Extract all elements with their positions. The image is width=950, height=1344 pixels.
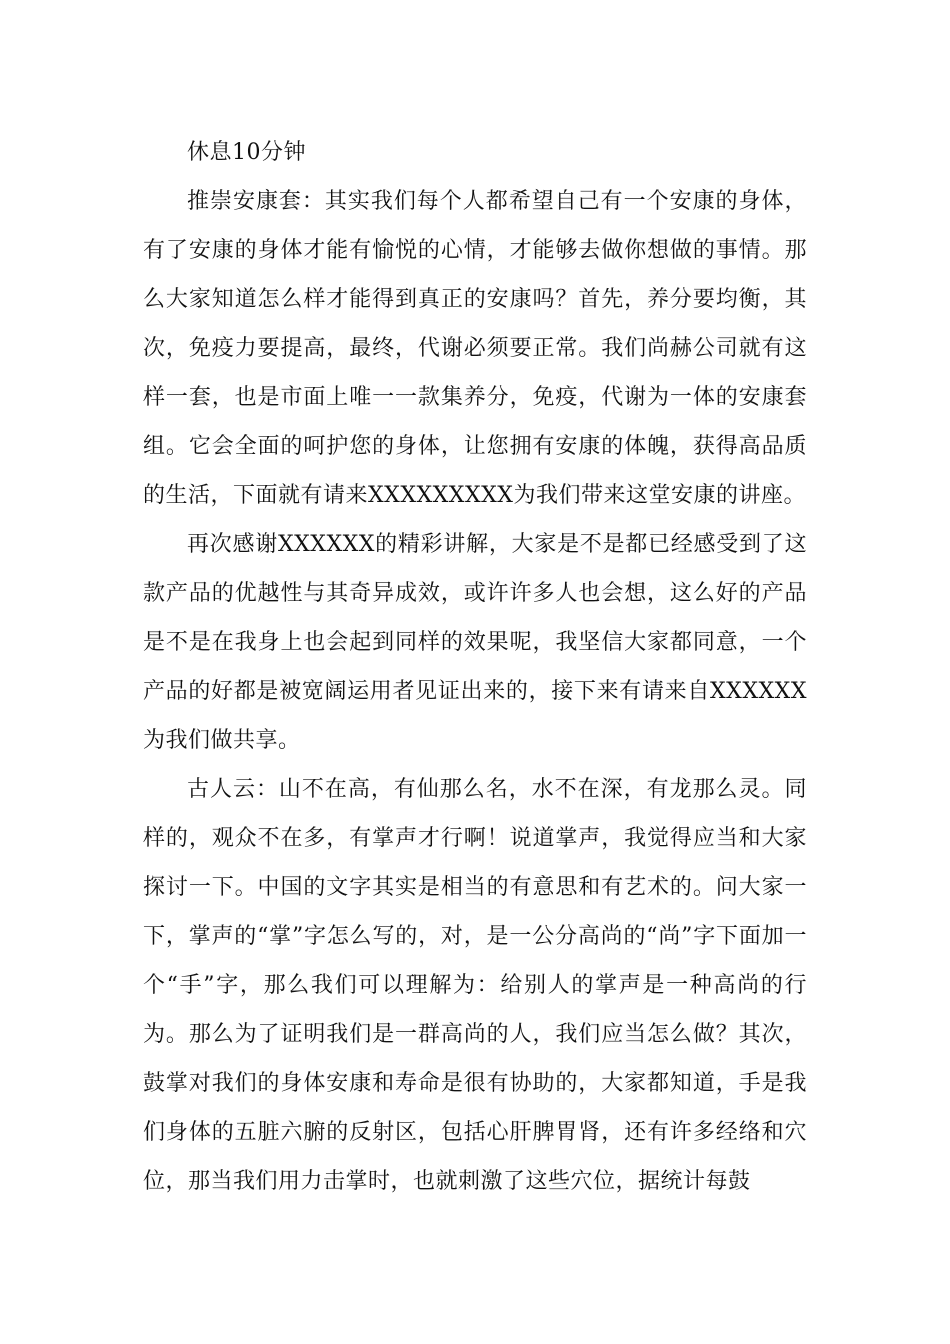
paragraph-applause: 古人云：山不在高，有仙那么名，水不在深，有龙那么灵。同样的，观众不在多，有掌声才行啊！说道掌声，我觉得应当和大家探讨一下。中国的文字其实是相当的有意思和有艺术的。问大家一下，掌声的“掌”字怎么写的，对，是一公分高尚的“尚”字下面加一个“手”字，那么我们可以理解为：给别人的掌声是一种高尚的行为。那么为了证明我们是一群高尚的人，我们应当怎么做？其次，鼓掌对我们的身体安康和寿命是很有协助的，大家都知道，手是我们身体的五脏六腑的反射区，包括心肝脾胃肾，还有许多经络和穴位，那当我们用力击掌时，也就刺激了这些穴位，据统计每鼓 [143, 777, 807, 1194]
paragraph-break-notice: 休息10分钟 [187, 140, 306, 165]
paragraph-health-set-intro: 推崇安康套：其实我们每个人都希望自己有一个安康的身体，有了安康的身体才能有愉悦的心情，才能够去做你想做的事情。那么大家知道怎么样才能得到真正的安康吗？首先，养分要均衡，其次，免疫力要提高，最终，代谢必须要正常。我们尚赫公司就有这样一套，也是市面上唯一一款集养分，免疫，代谢为一体的安康套组。它会全面的呵护您的身体，让您拥有安康的体魄，获得高品质的生活，下面就有请来XXXXXXXXX为我们带来这堂安康的讲座。 [143, 189, 807, 508]
document-body [143, 128, 807, 1206]
paragraph-thanks-speaker: 再次感谢XXXXXX的精彩讲解，大家是不是都已经感受到了这款产品的优越性与其奇异成效，或许许多人也会想，这么好的产品是不是在我身上也会起到同样的效果呢，我坚信大家都同意，一个产品的好都是被宽阔运用者见证出来的，接下来有请来自XXXXXX为我们做共享。 [143, 532, 807, 753]
